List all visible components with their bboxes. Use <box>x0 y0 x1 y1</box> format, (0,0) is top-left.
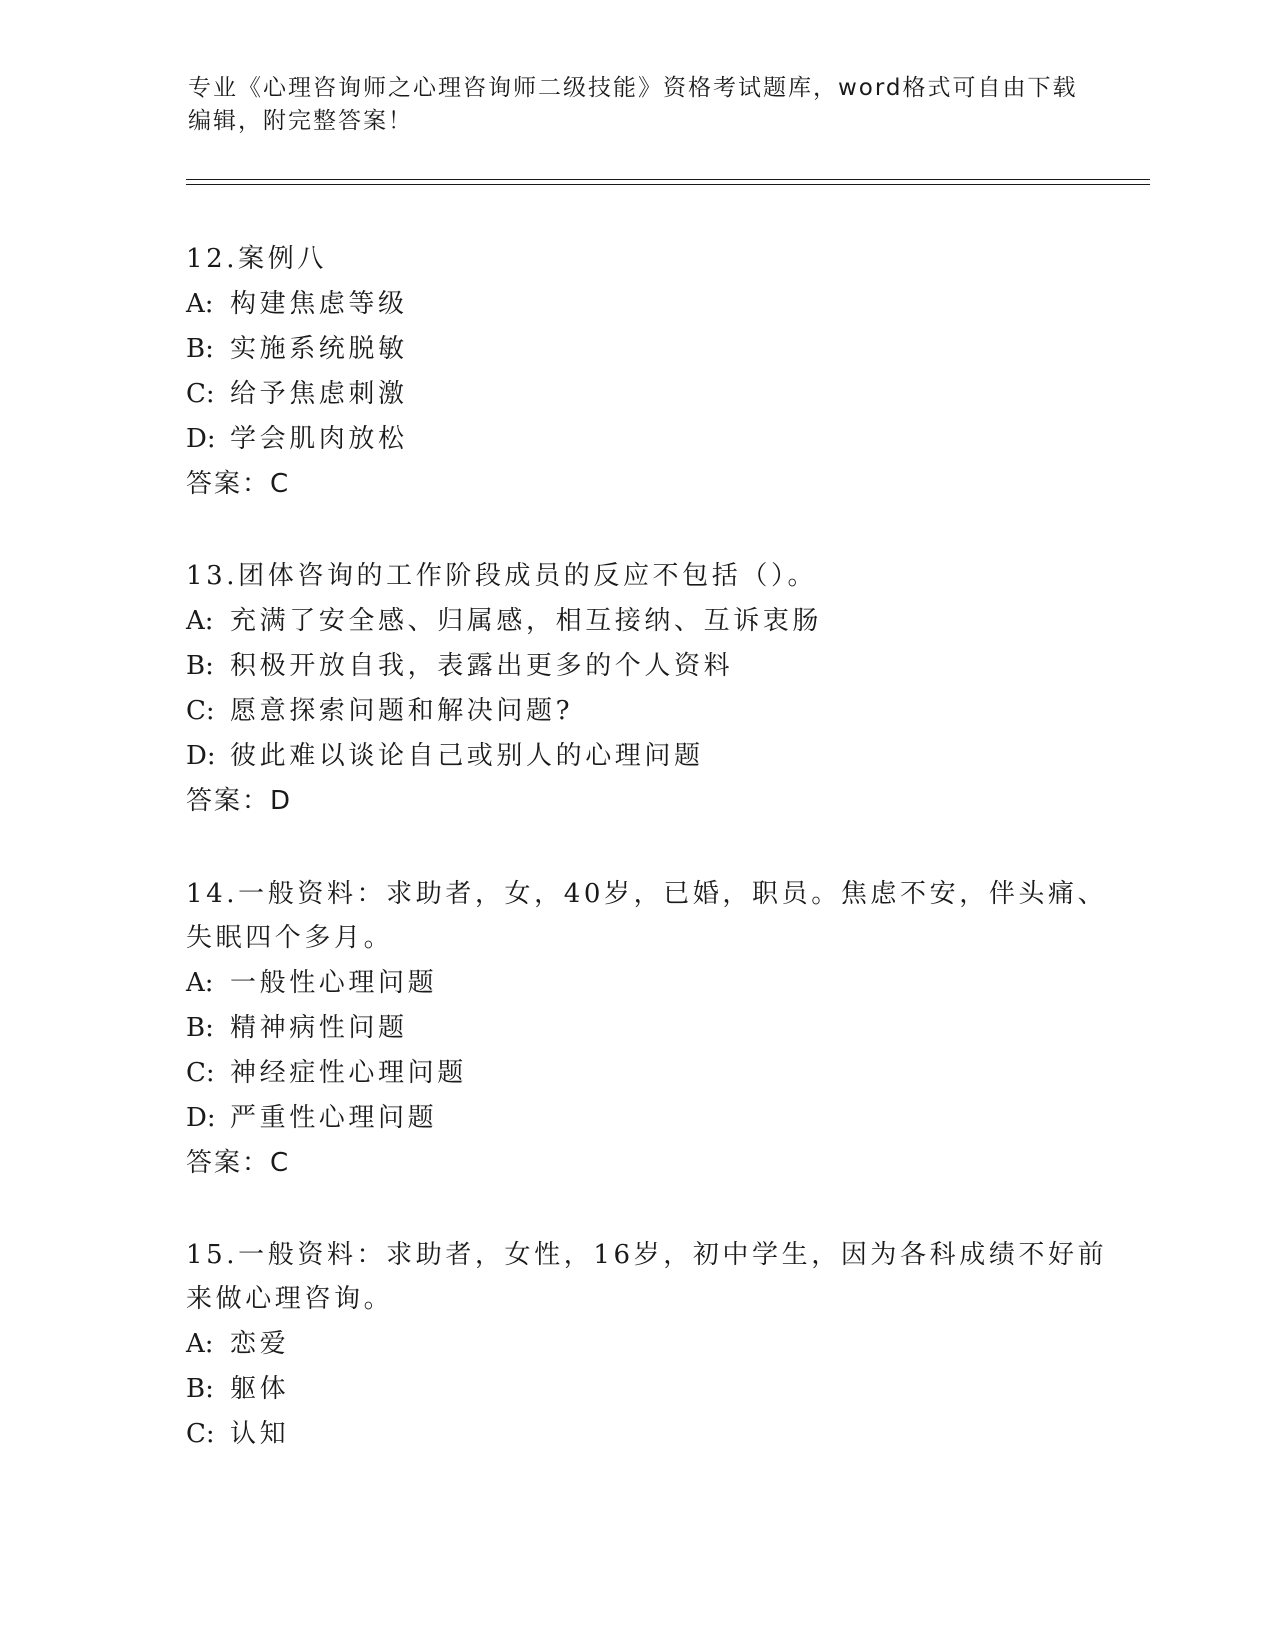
option-b <box>186 1368 289 1405</box>
option-text: 一般性心理问题 <box>230 968 438 998</box>
option-text: 充满了安全感、归属感，相互接纳、互诉衷肠 <box>230 606 823 636</box>
option-letter: A: <box>186 968 214 998</box>
option-text: 积极开放自我，表露出更多的个人资料 <box>230 651 734 681</box>
option-letter: C: <box>186 1058 215 1088</box>
option-c <box>186 690 573 727</box>
answer-line: 答案：D <box>186 786 293 816</box>
option-a <box>186 1323 289 1360</box>
option-letter: A: <box>186 1329 214 1359</box>
option-c <box>186 1413 289 1450</box>
option-b <box>186 1007 408 1044</box>
option-letter: B: <box>186 334 214 364</box>
option-text: 构建焦虑等级 <box>230 289 408 319</box>
option-text: 严重性心理问题 <box>230 1103 438 1133</box>
question-stem-continued: 失眠四个多月。 <box>186 923 394 953</box>
option-a <box>186 283 408 320</box>
option-letter: C: <box>186 696 215 726</box>
option-text: 实施系统脱敏 <box>230 334 408 364</box>
option-letter: A: <box>186 289 214 319</box>
option-a <box>186 600 822 637</box>
option-text: 精神病性问题 <box>230 1013 408 1043</box>
option-a <box>186 962 437 999</box>
question-stem: 14.一般资料：求助者，女，40岁，已婚，职员。焦虑不安，伴头痛、 <box>186 879 1108 909</box>
option-text: 认知 <box>230 1419 290 1449</box>
option-letter: D: <box>186 424 216 454</box>
answer-line: 答案：C <box>186 1148 291 1178</box>
option-c <box>186 373 408 410</box>
option-text: 神经症性心理问题 <box>230 1058 467 1088</box>
option-text: 恋爱 <box>230 1329 290 1359</box>
header-divider-top <box>186 179 1150 180</box>
header-line-2: 编辑，附完整答案！ <box>188 108 413 134</box>
option-text: 躯体 <box>230 1374 290 1404</box>
option-c <box>186 1052 467 1089</box>
question-stem: 15.一般资料：求助者，女性，16岁，初中学生，因为各科成绩不好前 <box>186 1240 1108 1270</box>
option-text: 学会肌肉放松 <box>230 424 408 454</box>
question-stem-continued: 来做心理咨询。 <box>186 1284 394 1314</box>
document-header <box>188 72 1088 138</box>
option-letter: B: <box>186 651 214 681</box>
header-divider-bottom <box>186 184 1150 185</box>
option-d <box>186 735 704 772</box>
option-b <box>186 645 733 682</box>
option-letter: C: <box>186 379 215 409</box>
option-letter: A: <box>186 606 214 636</box>
option-d <box>186 418 408 455</box>
option-letter: D: <box>186 741 216 771</box>
option-text: 彼此难以谈论自己或别人的心理问题 <box>230 741 704 771</box>
question-stem: 13.团体咨询的工作阶段成员的反应不包括（）。 <box>186 561 818 591</box>
option-text: 给予焦虑刺激 <box>230 379 408 409</box>
option-letter: C: <box>186 1419 215 1449</box>
option-letter: D: <box>186 1103 216 1133</box>
option-b <box>186 328 408 365</box>
answer-line: 答案：C <box>186 469 291 499</box>
header-line-1: 专业《心理咨询师之心理咨询师二级技能》资格考试题库，word格式可自由下载 <box>188 75 1078 101</box>
option-text: 愿意探索问题和解决问题? <box>230 696 574 726</box>
question-stem: 12.案例八 <box>186 244 327 274</box>
option-d <box>186 1097 437 1134</box>
option-letter: B: <box>186 1374 214 1404</box>
option-letter: B: <box>186 1013 214 1043</box>
